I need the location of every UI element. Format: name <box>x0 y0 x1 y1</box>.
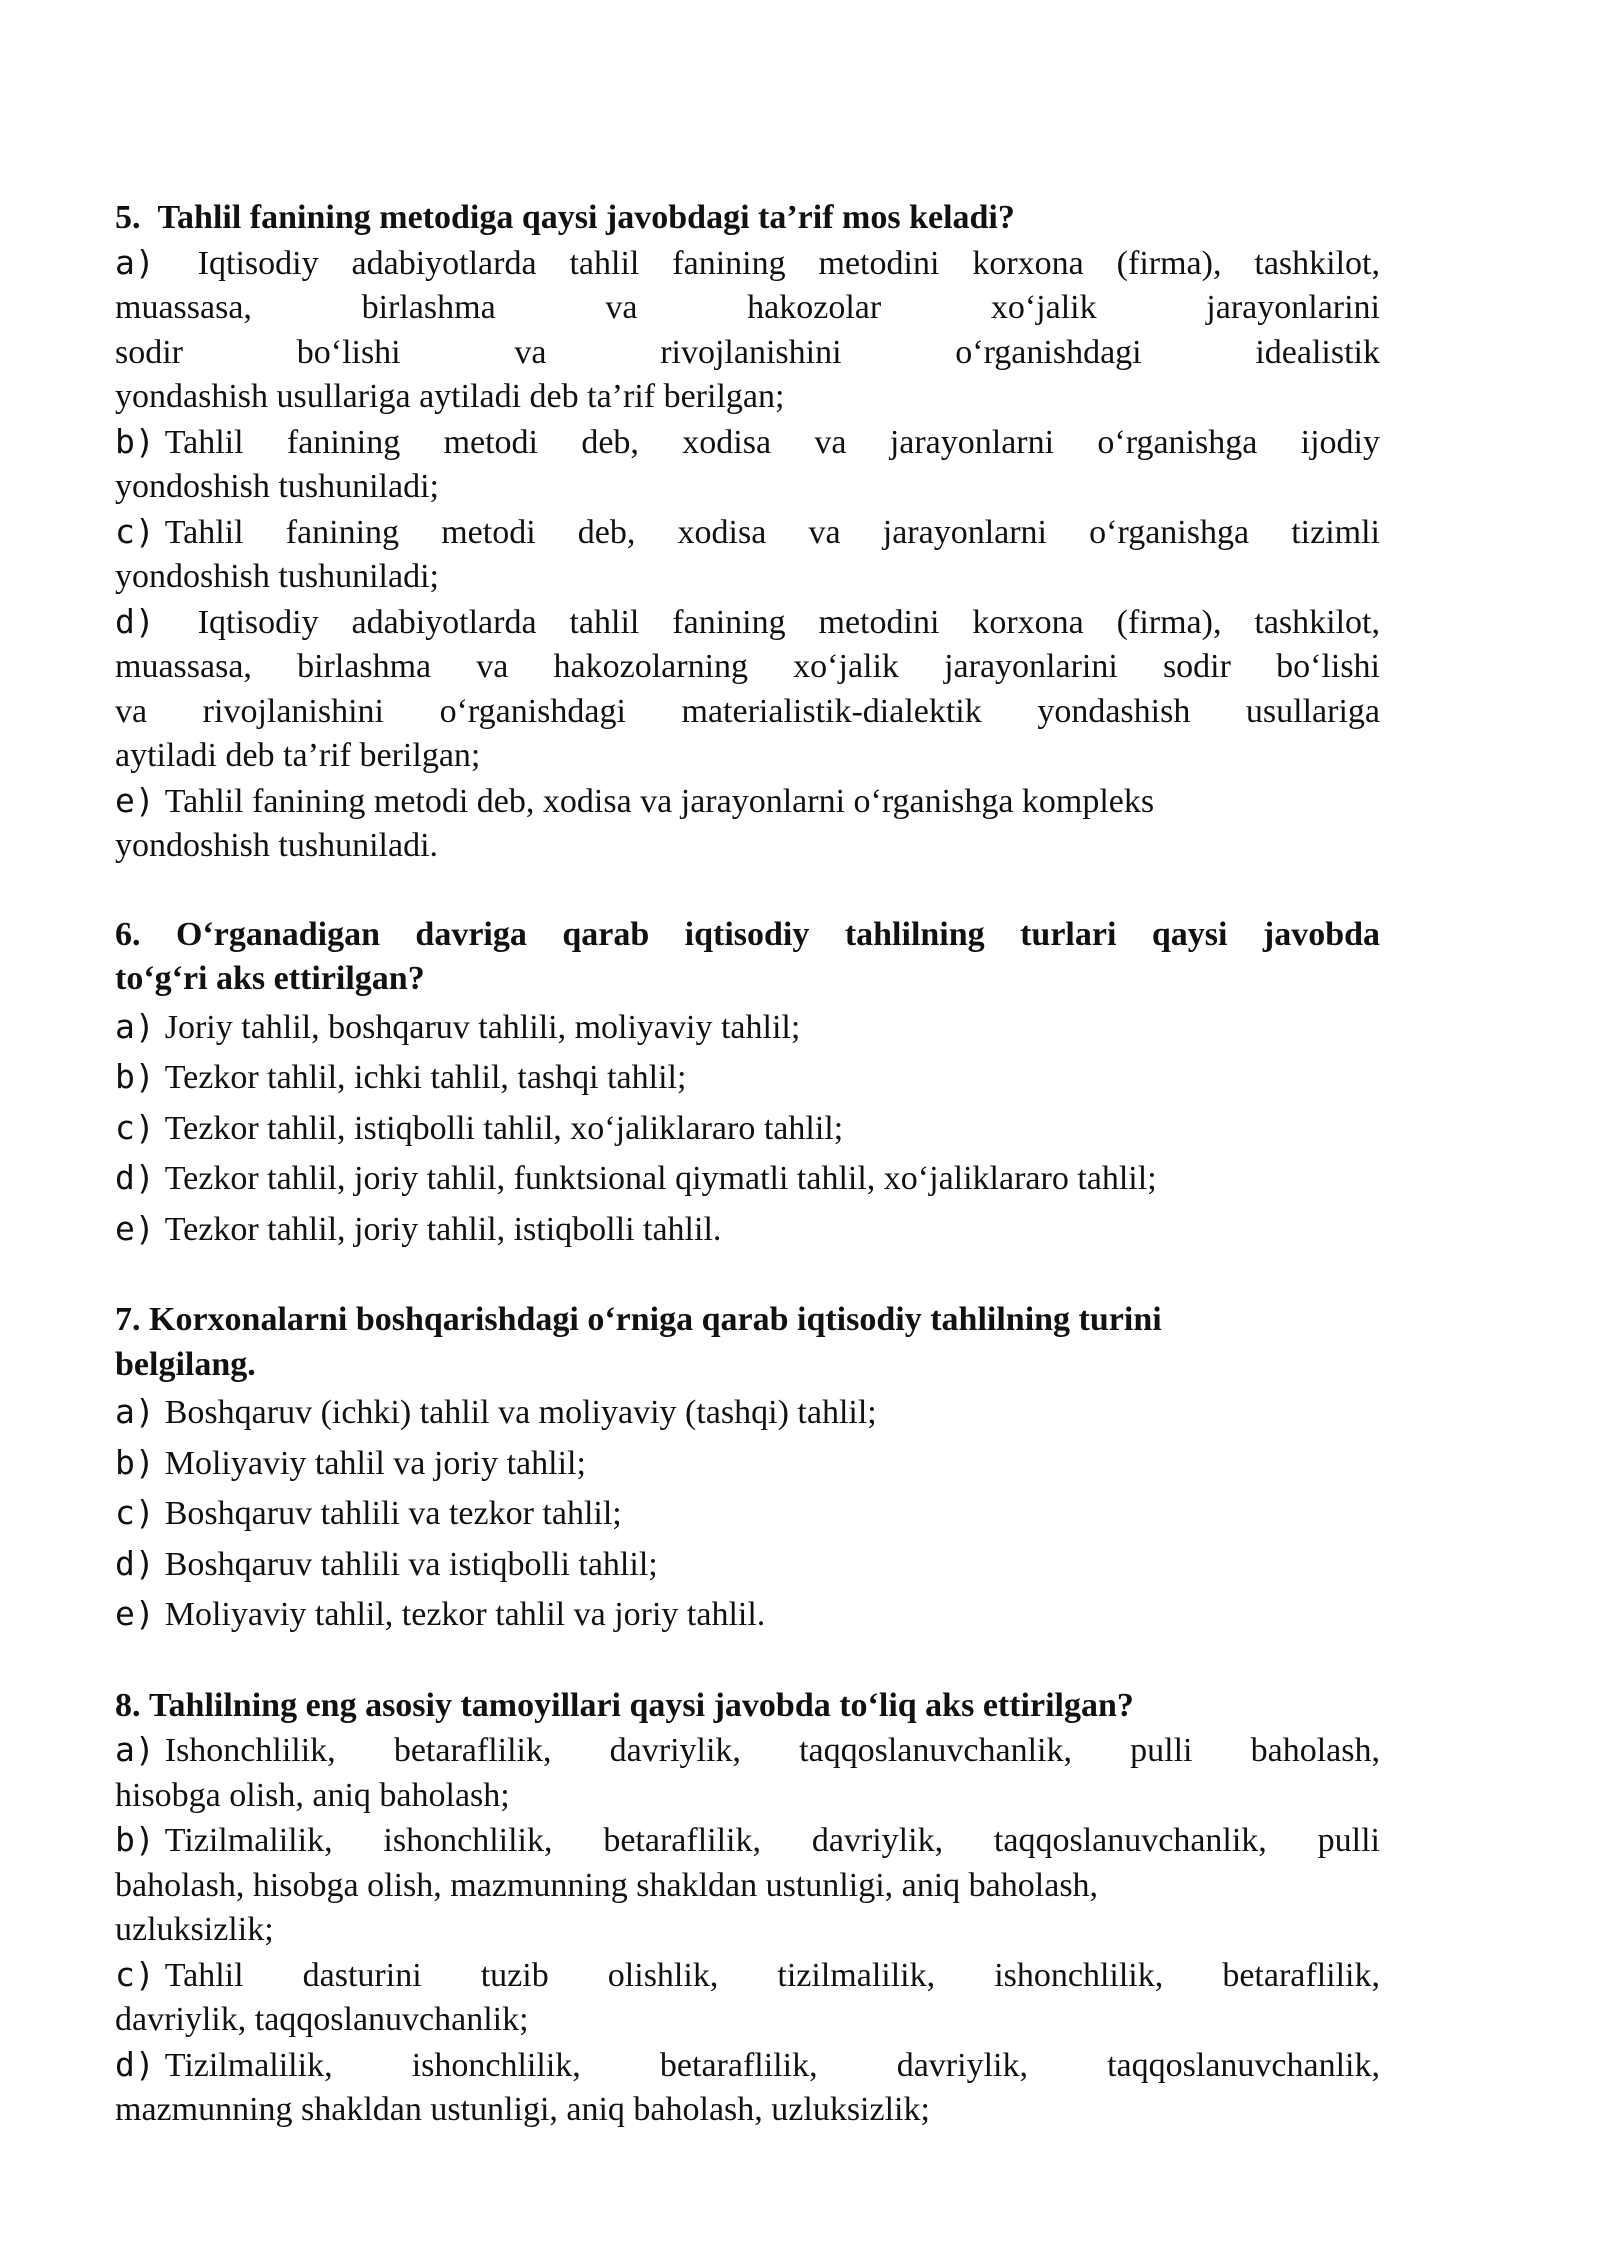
option-line: uzluksizlik; <box>115 1911 274 1948</box>
option-letter: c) <box>115 511 155 551</box>
option-c <box>115 1953 1380 2043</box>
question-text: to‘g‘ri aks ettirilgan? <box>115 960 425 997</box>
option-b <box>115 1818 1380 1953</box>
option-line: Iqtisodiy adabiyotlarda tahlil fanining metodini korxona (firma), tashkilot, <box>197 603 1380 641</box>
option-a <box>115 1002 1380 1053</box>
option-letter: c) <box>115 1954 155 1994</box>
option-line: Tahlil fanining metodi deb, xodisa va jarayonlarni o‘rganishga ijodiy <box>164 423 1380 461</box>
option-e <box>115 779 1380 869</box>
option-letter: e) <box>115 780 155 820</box>
option-letter: c) <box>115 1107 155 1147</box>
option-line: yondashish usullariga aytiladi deb ta’rif berilgan; <box>115 378 785 415</box>
option-line: muassasa, birlashma va hakozolarning xo‘jalik jarayonlarini sodir bo‘lishi <box>115 648 1380 685</box>
option-line: Tahlil dasturini tuzib olishlik, tizilmalilik, ishonchlilik, betaraflilik, <box>164 1956 1380 1994</box>
option-c <box>115 1103 1380 1154</box>
question-6 <box>115 913 1380 1255</box>
option-a <box>115 1728 1380 1818</box>
option-letter: a) <box>115 1730 155 1769</box>
option-letter: a) <box>115 1392 155 1431</box>
option-letter: d) <box>115 1543 155 1583</box>
question-title <box>115 1684 1380 1729</box>
option-text: Tezkor tahlil, istiqbolli tahlil, xo‘jaliklararo tahlil; <box>164 1109 844 1147</box>
option-b <box>115 1052 1380 1103</box>
document-page <box>115 196 1380 2133</box>
option-line: Tizilmalilik, ishonchlilik, betaraflilik, davriylik, taqqoslanuvchanlik, pulli <box>164 1822 1380 1859</box>
question-text: O‘rganadigan davriga qarab iqtisodiy tahlilning turlari qaysi javobda <box>175 915 1381 953</box>
option-text: Tezkor tahlil, ichki tahlil, tashqi tahlil; <box>164 1059 687 1096</box>
option-line: muassasa, birlashma va hakozolar xo‘jalik jarayonlarini <box>115 289 1380 326</box>
option-b <box>115 1438 1380 1489</box>
option-line: baholash, hisobga olish, mazmunning shakldan ustunligi, aniq baholash, <box>115 1866 1099 1904</box>
option-line: yondoshish tushuniladi; <box>115 468 439 505</box>
option-line: Tahlil fanining metodi deb, xodisa va jarayonlarni o‘rganishga tizimli <box>164 513 1380 551</box>
option-letter: e) <box>115 1208 155 1248</box>
option-line: yondoshish tushuniladi. <box>115 827 439 864</box>
question-text: Korxonalarni boshqarishdagi o‘rniga qarab iqtisodiy tahlilning turini <box>149 1301 1162 1338</box>
option-text: Boshqaruv tahlili va istiqbolli tahlil; <box>164 1545 658 1583</box>
option-text: Tezkor tahlil, joriy tahlil, funktsional qiymatli tahlil, xo‘jaliklararo tahlil; <box>164 1160 1157 1197</box>
option-letter: b) <box>115 1057 155 1096</box>
question-title <box>115 1298 1380 1387</box>
question-number: 8. <box>115 1686 141 1724</box>
option-letter: b) <box>115 1442 155 1482</box>
option-line: mazmunning shakldan ustunligi, aniq baholash, uzluksizlik; <box>115 2091 930 2128</box>
option-text: Boshqaruv (ichki) tahlil va moliyaviy (tashqi) tahlil; <box>164 1394 877 1431</box>
question-number: 7. <box>115 1301 141 1338</box>
option-line: sodir bo‘lishi va rivojlanishini o‘rganishdagi idealistik <box>115 333 1380 371</box>
question-number: 5. <box>115 199 141 236</box>
question-7 <box>115 1298 1380 1640</box>
option-letter: d) <box>115 2044 155 2084</box>
question-text: belgilang. <box>115 1345 256 1383</box>
option-d <box>115 2043 1380 2133</box>
question-text: Tahlil fanining metodiga qaysi javobdagi ta’rif mos keladi? <box>157 199 1015 236</box>
option-c <box>115 1488 1380 1539</box>
question-5 <box>115 196 1380 869</box>
option-line: aytiladi deb ta’rif berilgan; <box>115 737 481 774</box>
option-d <box>115 1153 1380 1204</box>
question-title <box>115 196 1380 241</box>
option-text: Joriy tahlil, boshqaruv tahlili, moliyaviy tahlil; <box>164 1008 801 1046</box>
option-line: Ishonchlilik, betaraflilik, davriylik, taqqoslanuvchanlik, pulli baholash, <box>164 1732 1380 1769</box>
option-letter: b) <box>115 421 155 461</box>
option-line: Tizilmalilik, ishonchlilik, betaraflilik, davriylik, taqqoslanuvchanlik, <box>164 2046 1380 2084</box>
option-text: Moliyaviy tahlil, tezkor tahlil va joriy tahlil. <box>164 1596 766 1633</box>
option-text: Boshqaruv tahlili va tezkor tahlil; <box>164 1495 622 1532</box>
option-d <box>115 1539 1380 1590</box>
option-letter: e) <box>115 1594 155 1633</box>
option-a <box>115 241 1380 420</box>
question-number: 6. <box>115 915 141 953</box>
option-letter: a) <box>115 242 155 282</box>
option-d <box>115 600 1380 779</box>
option-letter: d) <box>115 1158 155 1197</box>
option-a <box>115 1387 1380 1438</box>
option-letter: a) <box>115 1006 155 1046</box>
option-line: Iqtisodiy adabiyotlarda tahlil fanining metodini korxona (firma), tashkilot, <box>197 244 1380 282</box>
option-text: Tezkor tahlil, joriy tahlil, istiqbolli tahlil. <box>164 1210 722 1248</box>
option-line: Tahlil fanining metodi deb, xodisa va jarayonlarni o‘rganishga kompleks <box>164 782 1155 820</box>
option-line: davriylik, taqqoslanuvchanlik; <box>115 2001 529 2038</box>
option-line: yondoshish tushuniladi; <box>115 558 439 595</box>
question-title <box>115 913 1380 1002</box>
option-e <box>115 1204 1380 1255</box>
option-c <box>115 510 1380 600</box>
question-text: Tahlilning eng asosiy tamoyillari qaysi javobda to‘liq aks ettirilgan? <box>149 1686 1134 1724</box>
option-b <box>115 420 1380 510</box>
question-8 <box>115 1684 1380 2133</box>
option-line: va rivojlanishini o‘rganishdagi materialistik-dialektik yondashish usullariga <box>115 692 1380 730</box>
option-letter: b) <box>115 1820 155 1859</box>
option-letter: c) <box>115 1493 155 1532</box>
option-letter: d) <box>115 601 155 641</box>
option-line: hisobga olish, aniq baholash; <box>115 1776 510 1814</box>
option-text: Moliyaviy tahlil va joriy tahlil; <box>164 1444 586 1482</box>
option-e <box>115 1589 1380 1640</box>
